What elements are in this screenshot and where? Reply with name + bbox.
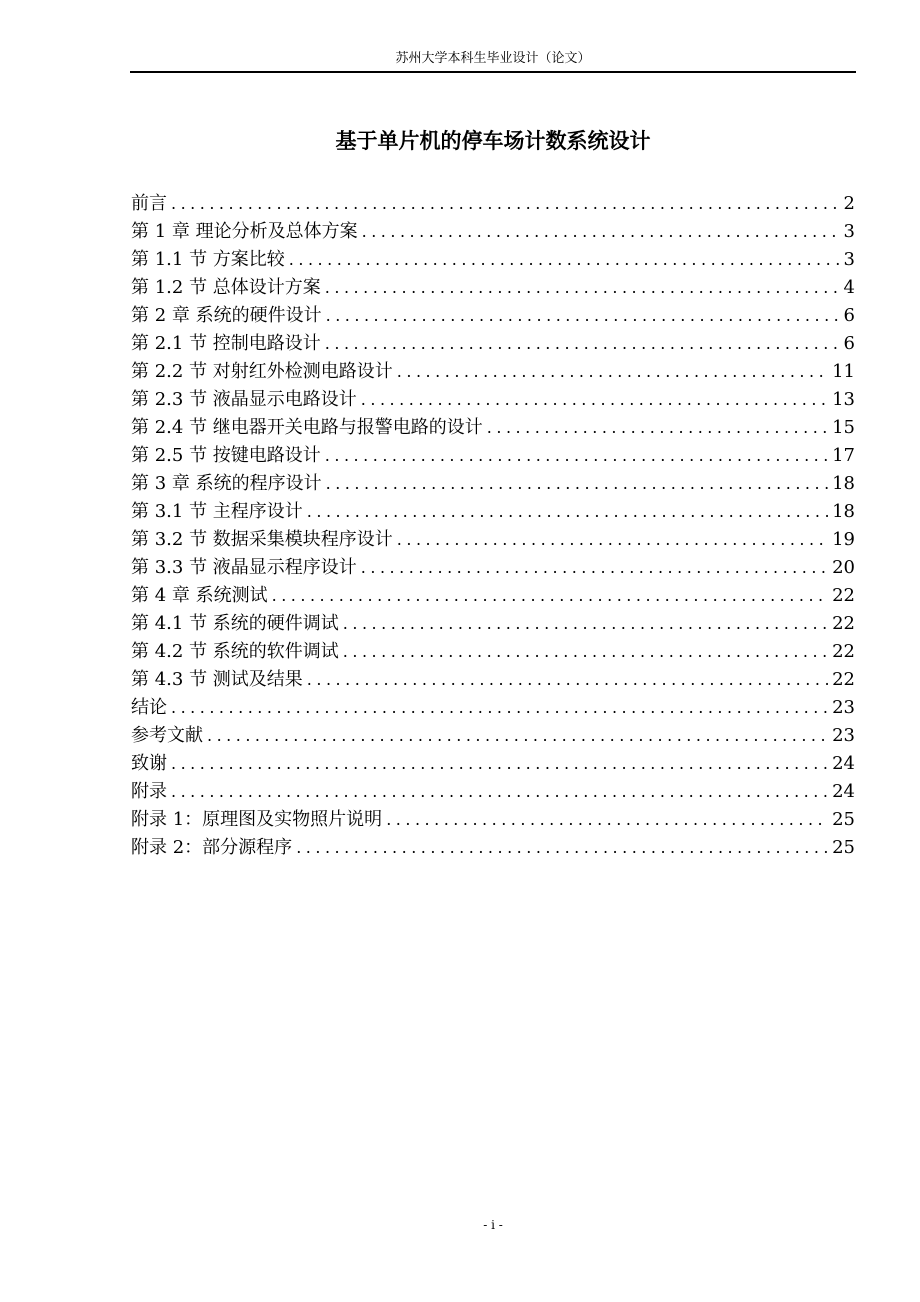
toc-leader-dots bbox=[487, 414, 828, 442]
toc-leader-dots bbox=[343, 610, 828, 638]
toc-leader-dots bbox=[386, 806, 828, 834]
toc-leader-dots bbox=[325, 274, 840, 302]
toc-entry[interactable] bbox=[131, 806, 855, 834]
toc-leader-dots bbox=[326, 470, 828, 498]
toc-leader-dots bbox=[289, 246, 840, 274]
toc-leader-dots bbox=[361, 386, 828, 414]
document-title: 基于单片机的停车场计数系统设计 bbox=[335, 129, 651, 153]
toc-leader-dots bbox=[272, 582, 828, 610]
running-header: 苏州大学本科生毕业设计（论文） bbox=[395, 51, 591, 66]
toc-leader-dots bbox=[361, 554, 828, 582]
toc-entry[interactable] bbox=[131, 218, 855, 246]
toc-entry[interactable] bbox=[131, 414, 855, 442]
toc-leader-dots bbox=[171, 190, 840, 218]
toc-entry[interactable] bbox=[131, 498, 855, 526]
toc-leader-dots bbox=[397, 358, 828, 386]
toc-entry-page: 22 bbox=[832, 585, 855, 606]
toc-entry-label: 参考文献 bbox=[131, 725, 203, 746]
toc-leader-dots bbox=[296, 834, 828, 862]
toc-entry-label: 第 2.2 节 对射红外检测电路设计 bbox=[131, 361, 393, 382]
toc-entry-page: 13 bbox=[832, 389, 855, 410]
toc-entry[interactable] bbox=[131, 582, 855, 610]
toc-entry-label: 第 1.1 节 方案比较 bbox=[131, 249, 285, 270]
toc-entry-label: 致谢 bbox=[131, 753, 167, 774]
toc-entry-label: 第 4.1 节 系统的硬件调试 bbox=[131, 613, 339, 634]
toc-entry-label: 第 3.3 节 液晶显示程序设计 bbox=[131, 557, 357, 578]
toc-entry-page: 24 bbox=[832, 753, 855, 774]
toc-leader-dots bbox=[171, 694, 828, 722]
toc-entry-label: 第 3.2 节 数据采集模块程序设计 bbox=[131, 529, 393, 550]
toc-entry[interactable] bbox=[131, 246, 855, 274]
toc-entry-page: 22 bbox=[832, 613, 855, 634]
toc-entry-page: 3 bbox=[843, 221, 855, 242]
toc-entry[interactable] bbox=[131, 190, 855, 218]
toc-entry-label: 第 1.2 节 总体设计方案 bbox=[131, 277, 321, 298]
toc-entry-label: 第 4.2 节 系统的软件调试 bbox=[131, 641, 339, 662]
toc-entry-label: 第 2.3 节 液晶显示电路设计 bbox=[131, 389, 357, 410]
toc-entry-page: 4 bbox=[843, 277, 855, 298]
toc-entry-label: 第 2 章 系统的硬件设计 bbox=[131, 305, 322, 326]
toc-entry-page: 25 bbox=[832, 837, 855, 858]
toc-entry-page: 24 bbox=[832, 781, 855, 802]
toc-entry-label: 第 1 章 理论分析及总体方案 bbox=[131, 221, 358, 242]
toc-leader-dots bbox=[307, 498, 828, 526]
toc-entry-page: 18 bbox=[832, 473, 855, 494]
toc-leader-dots bbox=[307, 666, 828, 694]
toc-entry[interactable] bbox=[131, 526, 855, 554]
toc-entry-page: 15 bbox=[832, 417, 855, 438]
toc-entry-label: 第 4.3 节 测试及结果 bbox=[131, 669, 303, 690]
toc-leader-dots bbox=[397, 526, 828, 554]
toc-entry[interactable] bbox=[131, 834, 855, 862]
toc-entry-label: 前言 bbox=[131, 193, 167, 214]
toc-entry-label: 第 4 章 系统测试 bbox=[131, 585, 268, 606]
toc-entry[interactable] bbox=[131, 470, 855, 498]
toc-entry-label: 第 2.5 节 按键电路设计 bbox=[131, 445, 321, 466]
toc-entry[interactable] bbox=[131, 274, 855, 302]
toc-entry[interactable] bbox=[131, 722, 855, 750]
toc-entry[interactable] bbox=[131, 778, 855, 806]
toc-entry[interactable] bbox=[131, 694, 855, 722]
toc-entry-page: 22 bbox=[832, 669, 855, 690]
toc-entry-page: 6 bbox=[843, 333, 855, 354]
toc-entry-label: 附录 2：部分源程序 bbox=[131, 837, 293, 858]
header-rule bbox=[130, 71, 856, 73]
toc-entry-label: 第 2.1 节 控制电路设计 bbox=[131, 333, 321, 354]
toc-entry[interactable] bbox=[131, 666, 855, 694]
toc-leader-dots bbox=[325, 330, 840, 358]
toc-leader-dots bbox=[171, 750, 828, 778]
toc-entry-page: 18 bbox=[832, 501, 855, 522]
toc-leader-dots bbox=[207, 722, 828, 750]
toc-entry-page: 2 bbox=[843, 193, 855, 214]
toc-leader-dots bbox=[343, 638, 828, 666]
toc-entry[interactable] bbox=[131, 750, 855, 778]
toc-leader-dots bbox=[325, 442, 828, 470]
toc-leader-dots bbox=[362, 218, 840, 246]
toc-leader-dots bbox=[326, 302, 840, 330]
toc-entry-label: 第 3 章 系统的程序设计 bbox=[131, 473, 322, 494]
toc-entry-page: 3 bbox=[843, 249, 855, 270]
toc-entry-page: 23 bbox=[832, 697, 855, 718]
toc-entry[interactable] bbox=[131, 302, 855, 330]
toc-entry-page: 22 bbox=[832, 641, 855, 662]
toc-entry-page: 6 bbox=[843, 305, 855, 326]
toc-entry[interactable] bbox=[131, 638, 855, 666]
toc-entry-label: 附录 1：原理图及实物照片说明 bbox=[131, 809, 383, 830]
toc-entry-label: 结论 bbox=[131, 697, 167, 718]
toc-entry-page: 25 bbox=[832, 809, 855, 830]
toc-entry-page: 23 bbox=[832, 725, 855, 746]
toc-entry-label: 第 3.1 节 主程序设计 bbox=[131, 501, 303, 522]
toc-entry[interactable] bbox=[131, 330, 855, 358]
toc-entry-page: 20 bbox=[832, 557, 855, 578]
toc-entry[interactable] bbox=[131, 358, 855, 386]
toc-entry-label: 第 2.4 节 继电器开关电路与报警电路的设计 bbox=[131, 417, 483, 438]
toc-entry-page: 11 bbox=[832, 361, 855, 382]
table-of-contents bbox=[131, 190, 855, 862]
page-number: - i - bbox=[483, 1218, 503, 1232]
toc-entry[interactable] bbox=[131, 386, 855, 414]
toc-entry[interactable] bbox=[131, 442, 855, 470]
toc-entry-label: 附录 bbox=[131, 781, 167, 802]
toc-entry-page: 17 bbox=[832, 445, 855, 466]
toc-entry-page: 19 bbox=[832, 529, 855, 550]
toc-entry[interactable] bbox=[131, 554, 855, 582]
toc-entry[interactable] bbox=[131, 610, 855, 638]
toc-leader-dots bbox=[171, 778, 828, 806]
